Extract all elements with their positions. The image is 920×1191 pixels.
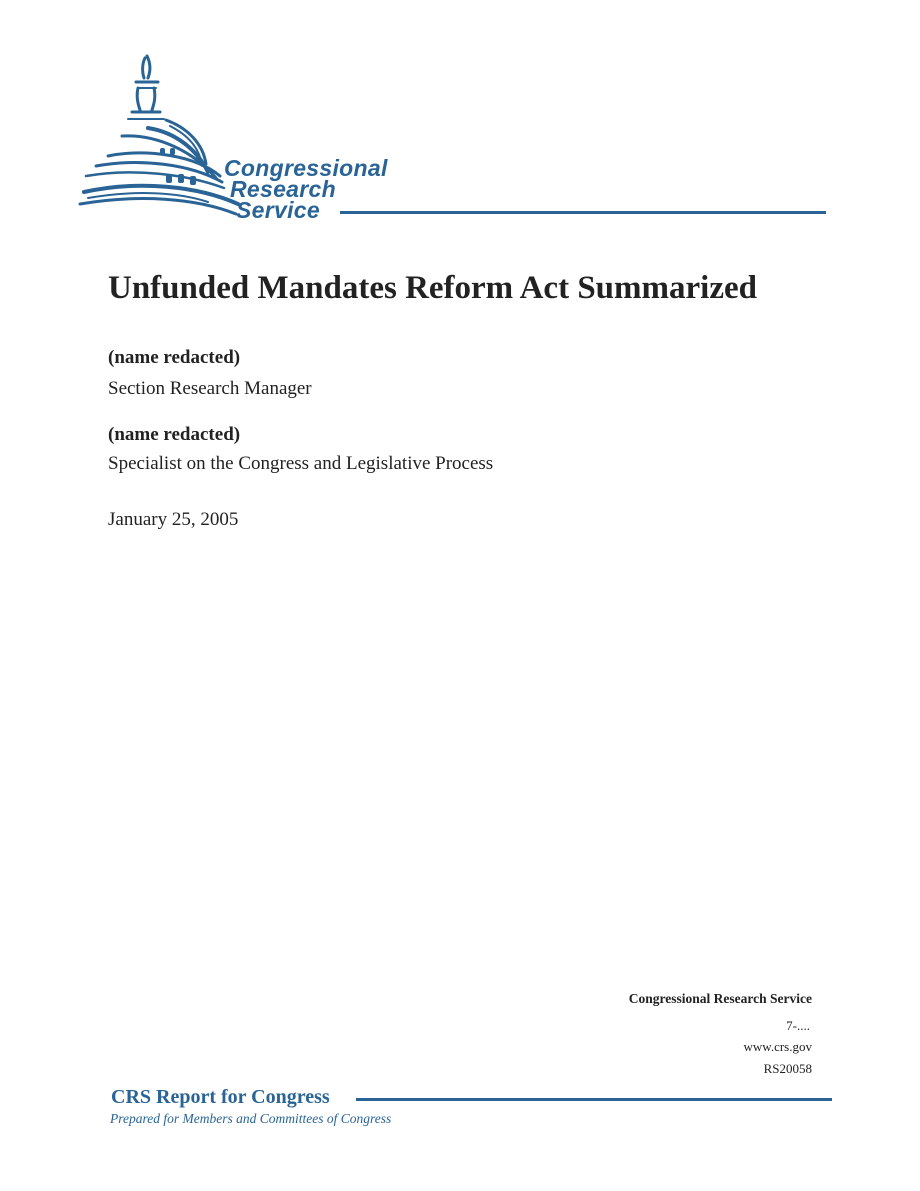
footer-subtitle: Prepared for Members and Committees of Congress xyxy=(110,1111,392,1126)
author-1-name: (name redacted) xyxy=(108,347,241,368)
report-number: RS20058 xyxy=(763,1061,812,1076)
footer-title: CRS Report for Congress xyxy=(111,1086,330,1108)
organization-name: Congressional Research Service xyxy=(628,991,812,1006)
website-link[interactable]: www.crs.gov xyxy=(743,1039,812,1054)
header-rule xyxy=(340,211,826,214)
author-2-name: (name redacted) xyxy=(108,424,241,445)
logo-text-service: Service xyxy=(236,197,320,223)
report-date: January 25, 2005 xyxy=(108,509,239,530)
logo-text-research: Research xyxy=(230,176,336,202)
report-title: Unfunded Mandates Reform Act Summarized xyxy=(108,270,757,306)
footer-rule xyxy=(356,1098,832,1101)
author-1-role: Section Research Manager xyxy=(108,378,312,399)
logo-text-congressional: Congressional xyxy=(224,155,388,181)
author-2-role: Specialist on the Congress and Legislative Process xyxy=(108,453,494,474)
phone-number: 7-.... xyxy=(786,1018,810,1033)
capitol-dome-icon xyxy=(78,52,253,222)
